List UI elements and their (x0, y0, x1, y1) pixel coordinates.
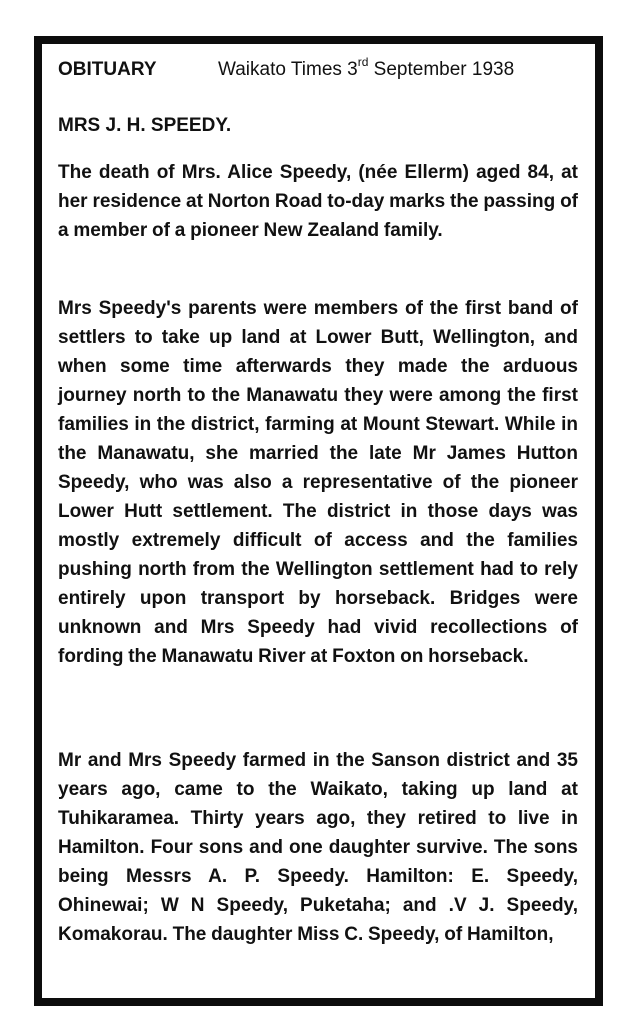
paragraph-death-notice: The death of Mrs. Alice Speedy, (née Ellerm) aged 84, at her residence at Norton Road to-day marks the passing of a member of a pioneer New Zealand family. (58, 162, 578, 241)
obituary-clipping-frame (34, 36, 603, 1006)
date-month-year: September 1938 (368, 59, 515, 80)
clipping-header (58, 54, 578, 82)
paragraph-survivors: Mr and Mrs Speedy farmed in the Sanson district and 35 years ago, came to the Waikato, taking up land at Tuhikaramea. Thirty years ago, they retired to live in Hamilton. Four sons and one daughter survive. The sons being Messrs A. P. Speedy. Hamilton: E. Speedy, Ohinewai; W N Speedy, Puketaha; and .V J. Speedy, Komakorau. The daughter Miss C. Speedy, of Hamilton, (58, 750, 578, 945)
obituary-title: MRS J. H. SPEEDY. (58, 115, 232, 136)
date-ordinal-suffix: rd (357, 54, 369, 69)
obituary-label: OBITUARY (58, 59, 157, 80)
publication-name: Waikato Times 3 (218, 59, 358, 80)
paragraph-family-history: Mrs Speedy's parents were members of the first band of settlers to take up land at Lower Butt, Wellington, and when some time afterwards they made the arduous journey north to the Manawatu they were among the first families in the district, farming at Mount Stewart. While in the Manawatu, she married the late Mr James Hutton Speedy, who was also a representative of the pioneer Lower Hutt settlement. The district in those days was mostly extremely difficult of access and the families pushing north from the Wellington settlement had to rely entirely upon transport by horseback. Bridges were unknown and Mrs Speedy had vivid recollections of fording the Manawatu River at Foxton on horseback. (58, 298, 578, 667)
publication-date (218, 54, 515, 82)
